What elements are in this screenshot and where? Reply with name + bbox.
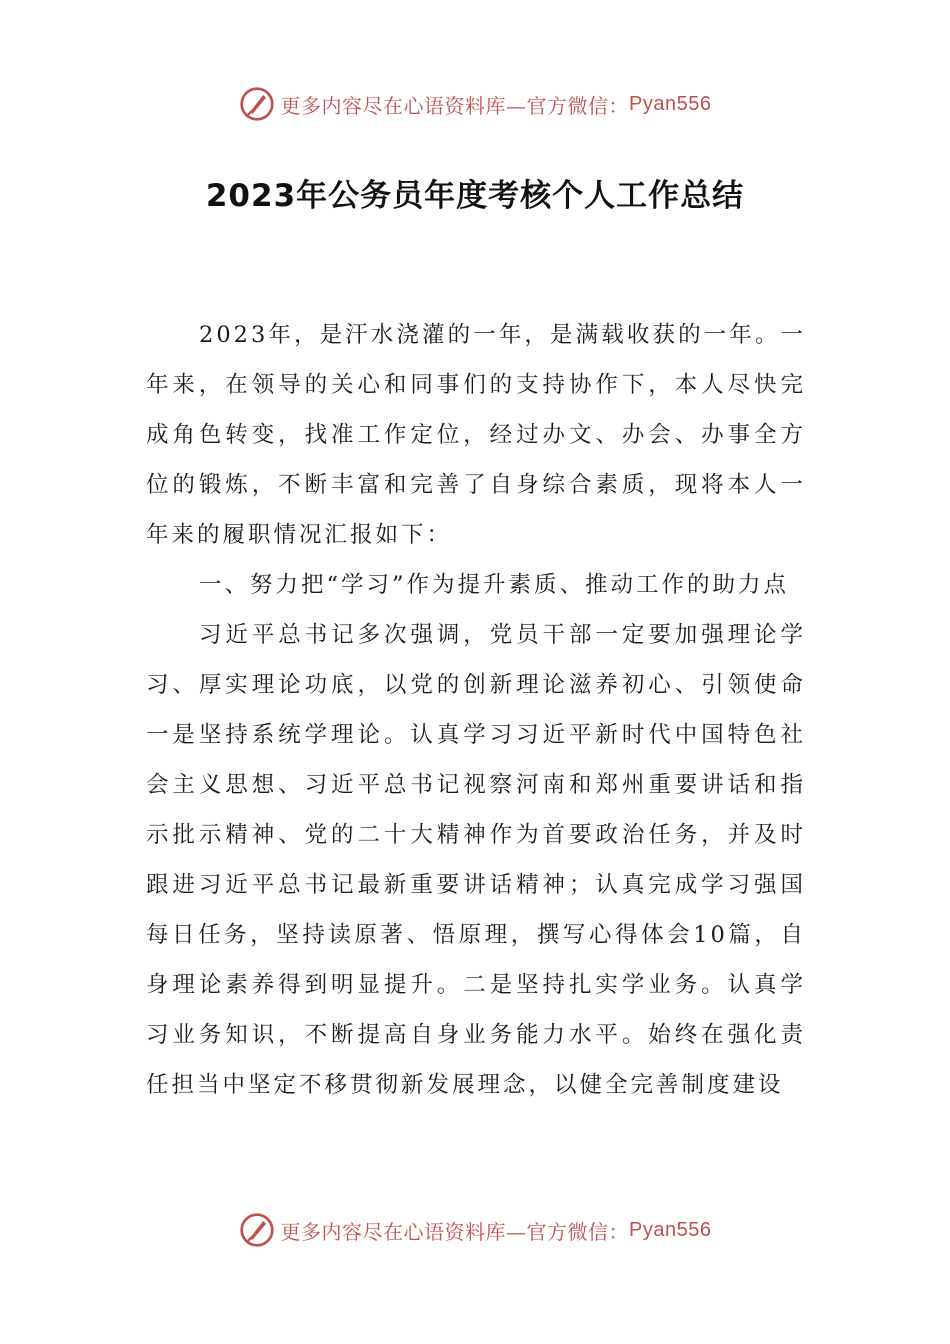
footer-watermark-handle: Pyan556 xyxy=(629,1218,712,1241)
document-body xyxy=(146,310,806,1110)
footer-watermark-text: 更多内容尽在心语资料库—官方微信： xyxy=(280,1219,630,1244)
section-heading-1: 一、努力把“学习”作为提升素质、推动工作的助力点 xyxy=(199,572,790,598)
feather-pen-logo-icon xyxy=(239,1212,275,1248)
header-watermark-handle: Pyan556 xyxy=(629,92,712,115)
paragraph-study: 习近平总书记多次强调，党员干部一定要加强理论学习、厚实理论功底，以党的创新理论滋养初心、引领使命一是坚持系统学理论。认真学习习近平新时代中国特色社会主义思想、习近平总书记视察河南和郑州重要讲话和指示批示精神、党的二十大精神作为首要政治任务，并及时跟进习近平总书记最新重要讲话精神；认真完成学习强国每日任务，坚持读原著、悟原理，撰写心得体会10篇，自身理论素养得到明显提升。二是坚持扎实学业务。认真学习业务知识，不断提高自身业务能力水平。始终在强化责任担当中坚定不移贯彻新发展理念，以健全完善制度建设 xyxy=(146,622,806,1098)
document-title: 2023年公务员年度考核个人工作总结 xyxy=(205,178,745,214)
paragraph-intro: 2023年，是汗水浇灌的一年，是满载收获的一年。一年来，在领导的关心和同事们的支持协作下，本人尽快完成角色转变，找准工作定位，经过办文、办会、办事全方位的锻炼，不断丰富和完善了自身综合素质，现将本人一年来的履职情况汇报如下： xyxy=(146,322,806,548)
feather-pen-logo-icon xyxy=(239,86,275,122)
header-watermark xyxy=(0,84,950,124)
footer-watermark xyxy=(0,1210,950,1250)
header-watermark-text: 更多内容尽在心语资料库—官方微信： xyxy=(280,93,630,118)
